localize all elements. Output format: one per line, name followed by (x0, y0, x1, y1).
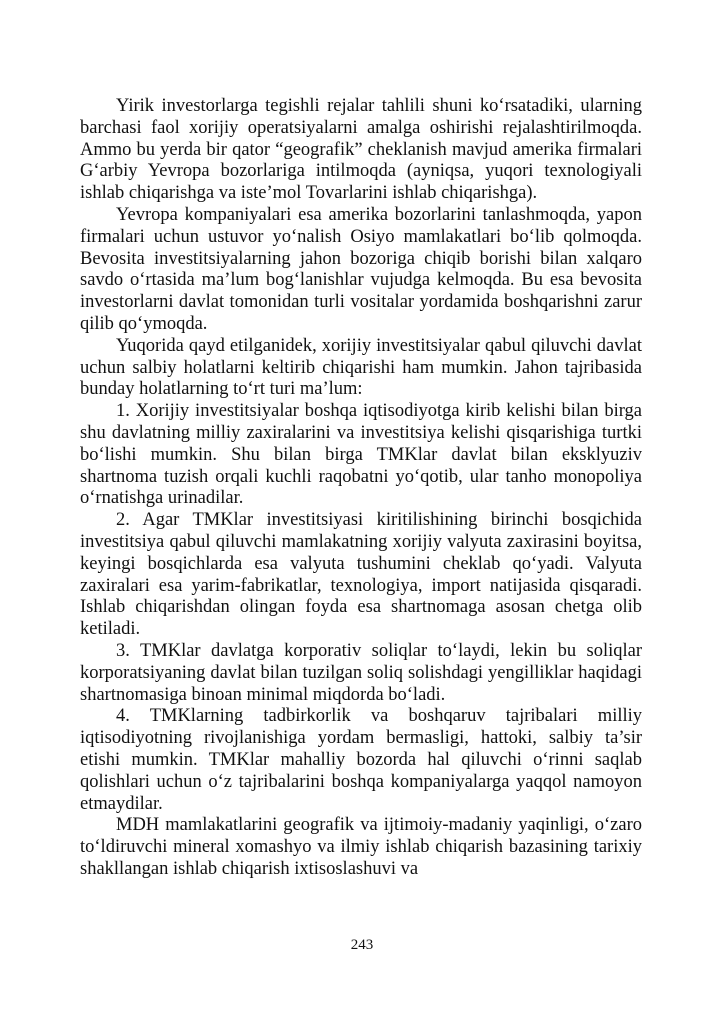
paragraph-european-companies: Yevropa kompaniyalari esa amerika bozorlarini tanlashmoqda, yapon firmalari uchun ustuvor yo‘nalish Osiyo mamlakatlari bo‘lib qolmoqda. Bevosita investitsiyalarning jahon bozoriga chiqib borishi bilan xalqaro savdo o‘rtasida ma’lum bog‘lanishlar vujudga kelmoqda. Bu esa bevosita investorlarni davlat tomonidan turli vositalar yordamida boshqarishni zarur qilib qo‘ymoqda. (80, 204, 642, 334)
list-item-3: 3. TMKlar davlatga korporativ soliqlar to‘laydi, lekin bu soliqlar korporatsiyaning davlat bilan tuzilgan soliq solishdagi yengilliklar haqidagi shartnomasiga binoan minimal miqdorda bo‘ladi. (80, 640, 642, 705)
paragraph-cis-countries: MDH mamlakatlarini geografik va ijtimoiy-madaniy yaqinligi, o‘zaro to‘ldiruvchi mineral xomashyo va ilmiy ishlab chiqarish bazasining tarixiy shakllangan ishlab chiqarish ixtisoslashuvi va (80, 815, 642, 879)
document-body (80, 96, 642, 881)
list-item-4: 4. TMKlarning tadbirkorlik va boshqaruv tajribalari milliy iqtisodiyotning rivojlanishiga yordam bermasligi, hattoki, salbiy ta’sir etishi mumkin. TMKlar mahalliy bozorda hal qiluvchi o‘rinni saqlab qolishlari uchun o‘z tajribalarini boshqa kompaniyalarga yaqqol namoyon etmaydilar. (80, 706, 642, 814)
list-item-2: 2. Agar TMKlar investitsiyasi kiritilishining birinchi bosqichida investitsiya qabul qiluvchi mamlakatning xorijiy valyuta zaxirasini boyitsa, keyingi bosqichlarda esa valyuta tushumini cheklab qo‘yadi. Valyuta zaxiralari esa yarim-fabrikatlar, texnologiya, import natijasida qisqaradi. Ishlab chiqarishdan olingan foyda esa shartnomaga asosan chetga olib ketiladi. (80, 510, 642, 640)
page-number: 243 (350, 937, 374, 953)
list-item-1: 1. Xorijiy investitsiyalar boshqa iqtisodiyotga kirib kelishi bilan birga shu davlatning milliy zaxiralarini va investitsiya kelishi qisqarishiga turtki bo‘lishi mumkin. Shu bilan birga TMKlar davlat bilan eksklyuziv shartnoma tuzish orqali kuchli raqobatni yo‘qotib, ular tanho monopoliya o‘rnatishga urinadilar. (80, 401, 642, 509)
paragraph-investor-plans: Yirik investorlarga tegishli rejalar tahlili shuni ko‘rsatadiki, ularning barchasi faol xorijiy operatsiyalarni amalga oshirishi rejalashtirilmoqda. Ammo bu yerda bir qator “geografik” cheklanish mavjud amerika firmalari G‘arbiy Yevropa bozorlariga intilmoqda (ayniqsa, yuqori texnologiyali ishlab chiqarishga va iste’mol Tovarlarini ishlab chiqarishga). (80, 96, 642, 204)
paragraph-negative-effects-intro: Yuqorida qayd etilganidek, xorijiy investitsiyalar qabul qiluvchi davlat uchun salbiy holatlarni keltirib chiqarishi ham mumkin. Jahon tajribasida bunday holatlarning to‘rt turi ma’lum: (80, 335, 642, 400)
